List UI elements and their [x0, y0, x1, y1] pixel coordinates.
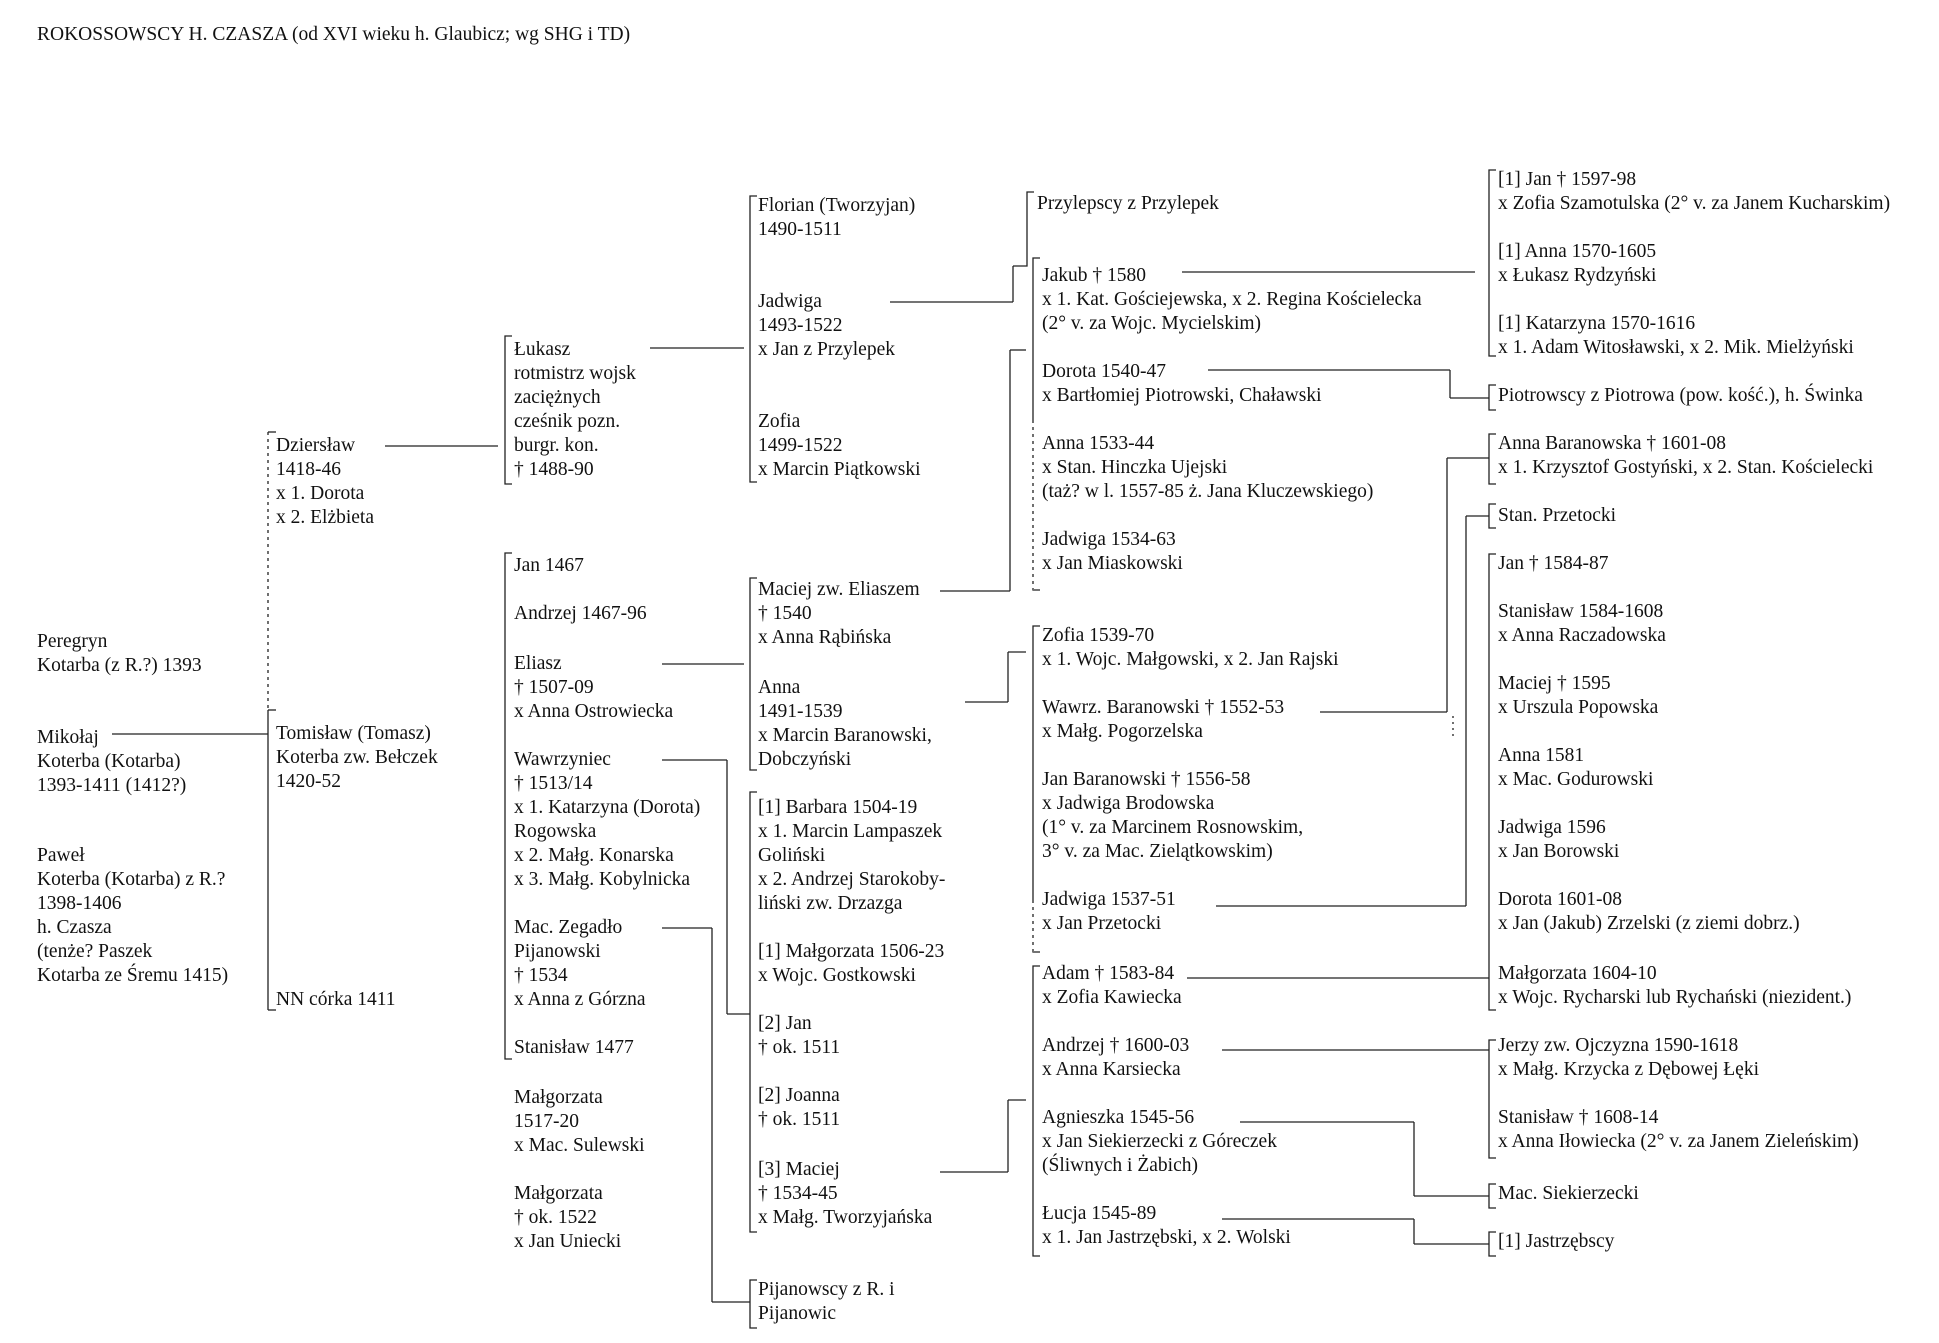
entry-line: † 1540	[758, 603, 812, 624]
person-tomislaw	[276, 722, 438, 794]
person-barbara	[758, 796, 945, 916]
person-jan-baranowski	[1042, 768, 1303, 864]
person-adam	[1042, 962, 1182, 1010]
person-anna-1491	[758, 676, 932, 772]
entry-line: x Wojc. Gostkowski	[758, 965, 916, 986]
entry-line: x Wojc. Rycharski lub Rychański (niezident.)	[1498, 987, 1852, 1008]
entry-line: † 1488-90	[514, 459, 594, 480]
entry-line: (2° v. za Wojc. Mycielskim)	[1042, 313, 1262, 334]
entry-line: x Urszula Popowska	[1498, 697, 1659, 718]
entry-line: Koterba (Kotarba) z R.?	[37, 869, 226, 890]
entry-line: x Małg. Krzycka z Dębowej Łęki	[1498, 1059, 1759, 1080]
entry-line: Paweł	[37, 845, 85, 866]
family-pijanowscy	[758, 1278, 895, 1326]
entry-line: 1493-1522	[758, 315, 843, 336]
person-lukasz	[514, 338, 636, 482]
entry-line: Rogowska	[514, 821, 597, 842]
entry-line: [1] Małgorzata 1506-23	[758, 941, 945, 962]
entry-line: liński zw. Drzazga	[758, 893, 903, 914]
person-katarzyna-1570	[1498, 312, 1854, 360]
entry-line: (Śliwnych i Żabich)	[1042, 1155, 1198, 1176]
entry-line: Jan Baranowski † 1556-58	[1042, 769, 1251, 790]
person-jan-1597	[1498, 168, 1890, 216]
entry-line: 3° v. za Mac. Zielątkowskim)	[1042, 841, 1273, 862]
entry-line: Wawrzyniec	[514, 749, 611, 770]
entry-line: (tenże? Paszek	[37, 941, 153, 962]
entry-line: Anna 1581	[1498, 745, 1585, 766]
person-agnieszka	[1042, 1106, 1277, 1178]
person-lucja	[1042, 1202, 1291, 1250]
chart-title: ROKOSSOWSCY H. CZASZA (od XVI wieku h. Glaubicz; wg SHG i TD)	[37, 24, 631, 45]
entry-line: Agnieszka 1545-56	[1042, 1107, 1195, 1128]
person-stanislaw-1477	[514, 1036, 634, 1060]
person-peregryn	[37, 630, 202, 678]
entry-line: x Anna Rąbińska	[758, 627, 892, 648]
person-stanislaw-1584	[1498, 600, 1666, 648]
person-mac-siekierzecki	[1498, 1182, 1639, 1206]
entry-line: Andrzej 1467-96	[514, 603, 647, 624]
entry-line: Łucja 1545-89	[1042, 1203, 1157, 1224]
person-stan-przetocki	[1498, 504, 1616, 528]
entry-line: Jadwiga 1596	[1498, 817, 1606, 838]
person-dzierslaw	[276, 434, 374, 530]
person-andrzej-1600	[1042, 1034, 1189, 1082]
entry-line: NN córka 1411	[276, 989, 396, 1010]
entry-line: Jan † 1584-87	[1498, 553, 1609, 574]
entry-line: x Małg. Pogorzelska	[1042, 721, 1203, 742]
entry-line: Pijanowic	[758, 1303, 836, 1324]
entry-line: Mikołaj	[37, 727, 99, 748]
entry-line: Jakub † 1580	[1042, 265, 1146, 286]
entry-line: † 1534	[514, 965, 568, 986]
entry-line: x 1. Dorota	[276, 483, 365, 504]
person-maciej-3	[758, 1158, 932, 1230]
entry-line: x Zofia Kawiecka	[1042, 987, 1182, 1008]
person-andrzej-1467	[514, 602, 647, 626]
entry-line: Stanisław 1477	[514, 1037, 634, 1058]
entry-line: x Jan Siekierzecki z Góreczek	[1042, 1131, 1277, 1152]
person-jan-1467	[514, 554, 584, 578]
entry-line: x Jan Uniecki	[514, 1231, 622, 1252]
entry-line: x Anna Ostrowiecka	[514, 701, 674, 722]
entry-line: Jadwiga 1537-51	[1042, 889, 1176, 910]
entry-line: 1491-1539	[758, 701, 843, 722]
entry-line: Jerzy zw. Ojczyzna 1590-1618	[1498, 1035, 1739, 1056]
person-jerzy	[1498, 1034, 1759, 1082]
person-joanna	[758, 1084, 840, 1132]
entry-line: Małgorzata	[514, 1183, 603, 1204]
person-nn-corka	[276, 988, 396, 1012]
entry-line: † ok. 1511	[758, 1109, 841, 1130]
entry-line: Zofia	[758, 411, 801, 432]
entry-line: x Mac. Sulewski	[514, 1135, 645, 1156]
entry-line: Adam † 1583-84	[1042, 963, 1175, 984]
entry-line: [1] Jan † 1597-98	[1498, 169, 1637, 190]
entry-line: 1420-52	[276, 771, 341, 792]
person-jadwiga-1534	[1042, 528, 1183, 576]
entry-line: † 1534-45	[758, 1183, 838, 1204]
entry-line: [1] Barbara 1504-19	[758, 797, 918, 818]
person-wawrz-baranowski	[1042, 696, 1284, 744]
entry-line: 1490-1511	[758, 219, 842, 240]
entry-line: x 3. Małg. Kobylnicka	[514, 869, 691, 890]
entry-line: Jadwiga 1534-63	[1042, 529, 1176, 550]
person-zofia-1499	[758, 410, 920, 482]
person-mac-zegadlo	[514, 916, 646, 1012]
entry-line: x Jan z Przylepek	[758, 339, 895, 360]
entry-line: Mac. Zegadło	[514, 917, 623, 938]
person-maciej-eliaszem	[758, 578, 920, 650]
entry-line: x Marcin Baranowski,	[758, 725, 932, 746]
entry-line: Piotrowscy z Piotrowa (pow. kość.), h. Świnka	[1498, 385, 1863, 406]
entry-line: x 1. Katarzyna (Dorota)	[514, 797, 701, 818]
entry-line: rotmistrz wojsk	[514, 363, 636, 384]
entry-line: x Bartłomiej Piotrowski, Chaławski	[1042, 385, 1322, 406]
entry-line: x Łukasz Rydzyński	[1498, 265, 1657, 286]
person-jan-1584	[1498, 552, 1609, 576]
entry-line: [2] Joanna	[758, 1085, 840, 1106]
person-wawrzyniec	[514, 748, 700, 892]
entry-line: Pijanowscy z R. i	[758, 1279, 895, 1300]
family-przylepscy	[1037, 192, 1219, 216]
person-dorota-1601	[1498, 888, 1800, 936]
person-anna-1581	[1498, 744, 1653, 792]
entry-line: (taż? w l. 1557-85 ż. Jana Kluczewskiego)	[1042, 481, 1374, 502]
entry-line: x Anna Karsiecka	[1042, 1059, 1181, 1080]
entry-line: x 1. Krzysztof Gostyński, x 2. Stan. Kościelecki	[1498, 457, 1874, 478]
entry-line: x Małg. Tworzyjańska	[758, 1207, 933, 1228]
entry-line: x Zofia Szamotulska (2° v. za Janem Kucharskim)	[1498, 193, 1891, 214]
entry-line: x Marcin Piątkowski	[758, 459, 921, 480]
entry-line: Anna 1533-44	[1042, 433, 1155, 454]
entry-line: † 1507-09	[514, 677, 594, 698]
entry-line: Zofia 1539-70	[1042, 625, 1155, 646]
entry-line: x Jan (Jakub) Zrzelski (z ziemi dobrz.)	[1498, 913, 1800, 934]
entry-line: Maciej † 1595	[1498, 673, 1611, 694]
entry-line: † 1513/14	[514, 773, 593, 794]
person-jan-2	[758, 1012, 840, 1060]
entry-line: 1499-1522	[758, 435, 843, 456]
entry-line: Koterba (Kotarba)	[37, 751, 181, 772]
entry-line: Maciej zw. Eliaszem	[758, 579, 920, 600]
entry-line: x 1. Wojc. Małgowski, x 2. Jan Rajski	[1042, 649, 1339, 670]
entry-line: x Mac. Godurowski	[1498, 769, 1654, 790]
entry-line: x 1. Jan Jastrzębski, x 2. Wolski	[1042, 1227, 1291, 1248]
person-anna-baranowska	[1498, 432, 1873, 480]
entry-line: x Stan. Hinczka Ujejski	[1042, 457, 1228, 478]
person-dorota-1540	[1042, 360, 1321, 408]
entry-line: Dobczyński	[758, 749, 852, 770]
entry-line: x 1. Marcin Lampaszek	[758, 821, 943, 842]
entry-line: † ok. 1522	[514, 1207, 597, 1228]
entry-line: x 2. Elżbieta	[276, 507, 375, 528]
entry-line: Koterba zw. Bełczek	[276, 747, 438, 768]
entry-line: x 2. Małg. Konarska	[514, 845, 674, 866]
entry-line: cześnik pozn.	[514, 411, 621, 432]
person-malgorzata-1506	[758, 940, 944, 988]
entry-line: Pijanowski	[514, 941, 601, 962]
entry-line: Stanisław † 1608-14	[1498, 1107, 1659, 1128]
entry-line: Przylepscy z Przylepek	[1037, 193, 1219, 214]
entry-line: 1418-46	[276, 459, 341, 480]
entry-line: [1] Anna 1570-1605	[1498, 241, 1657, 262]
person-malgorzata-1604	[1498, 962, 1851, 1010]
entry-line: x Anna Iłowiecka (2° v. za Janem Zieleńskim)	[1498, 1131, 1859, 1152]
entry-line: 1517-20	[514, 1111, 579, 1132]
person-pawel	[37, 844, 228, 988]
entry-line: [1] Jastrzębscy	[1498, 1231, 1615, 1252]
entry-line: Łukasz	[514, 339, 571, 360]
person-stanislaw-1608	[1498, 1106, 1859, 1154]
entry-line: [1] Katarzyna 1570-1616	[1498, 313, 1696, 334]
entry-line: Tomisław (Tomasz)	[276, 723, 431, 744]
entry-line: Wawrz. Baranowski † 1552-53	[1042, 697, 1285, 718]
entry-line: Dziersław	[276, 435, 356, 456]
entry-line: x 1. Adam Witosławski, x 2. Mik. Mielżyński	[1498, 337, 1854, 358]
entry-line: Eliasz	[514, 653, 562, 674]
entry-line: Małgorzata 1604-10	[1498, 963, 1657, 984]
entry-line: Anna Baranowska † 1601-08	[1498, 433, 1726, 454]
entry-line: 1398-1406	[37, 893, 122, 914]
person-jakub	[1042, 264, 1422, 336]
person-anna-1533	[1042, 432, 1373, 504]
entry-line: 1393-1411 (1412?)	[37, 775, 187, 796]
person-jadwiga-1537	[1042, 888, 1176, 936]
family-jastrzebscy	[1498, 1230, 1614, 1254]
family-piotrowscy	[1498, 384, 1863, 408]
entry-line: x Jan Miaskowski	[1042, 553, 1183, 574]
entry-line: Stanisław 1584-1608	[1498, 601, 1664, 622]
entry-line: Andrzej † 1600-03	[1042, 1035, 1190, 1056]
entry-line: Goliński	[758, 845, 826, 866]
person-florian	[758, 194, 915, 242]
entry-line: x Jan Przetocki	[1042, 913, 1162, 934]
person-malgorzata-1517	[514, 1086, 645, 1158]
entry-line: h. Czasza	[37, 917, 112, 938]
entry-line: [2] Jan	[758, 1013, 812, 1034]
person-eliasz	[514, 652, 673, 724]
entry-line: Florian (Tworzyjan)	[758, 195, 916, 216]
entry-line: Jadwiga	[758, 291, 822, 312]
entry-line: (1° v. za Marcinem Rosnowskim,	[1042, 817, 1304, 838]
entry-line: x Anna Raczadowska	[1498, 625, 1666, 646]
entry-line: † ok. 1511	[758, 1037, 841, 1058]
person-jadwiga-1596	[1498, 816, 1619, 864]
entry-line: x Jadwiga Brodowska	[1042, 793, 1215, 814]
entry-line: Jan 1467	[514, 555, 584, 576]
person-zofia-1539	[1042, 624, 1339, 672]
entry-line: x Anna z Górzna	[514, 989, 646, 1010]
entry-line: Stan. Przetocki	[1498, 505, 1617, 526]
entry-line: Mac. Siekierzecki	[1498, 1183, 1639, 1204]
entry-line: Peregryn	[37, 631, 108, 652]
entry-line: zaciężnych	[514, 387, 601, 408]
entry-line: x 1. Kat. Gościejewska, x 2. Regina Kościelecka	[1042, 289, 1422, 310]
person-maciej-1595	[1498, 672, 1658, 720]
entry-line: Dorota 1601-08	[1498, 889, 1623, 910]
entry-line: burgr. kon.	[514, 435, 599, 456]
entry-line: x 2. Andrzej Starokoby-	[758, 869, 946, 890]
entry-line: Dorota 1540-47	[1042, 361, 1167, 382]
entry-line: Anna	[758, 677, 801, 698]
person-malgorzata-1522	[514, 1182, 621, 1254]
person-jadwiga-1493	[758, 290, 895, 362]
entry-line: x Jan Borowski	[1498, 841, 1620, 862]
person-mikolaj	[37, 726, 186, 798]
entry-line: Kotarba (z R.?) 1393	[37, 655, 202, 676]
entry-line: Małgorzata	[514, 1087, 603, 1108]
entry-line: [3] Maciej	[758, 1159, 840, 1180]
entry-line: Kotarba ze Śremu 1415)	[37, 965, 229, 986]
person-anna-1570	[1498, 240, 1656, 288]
